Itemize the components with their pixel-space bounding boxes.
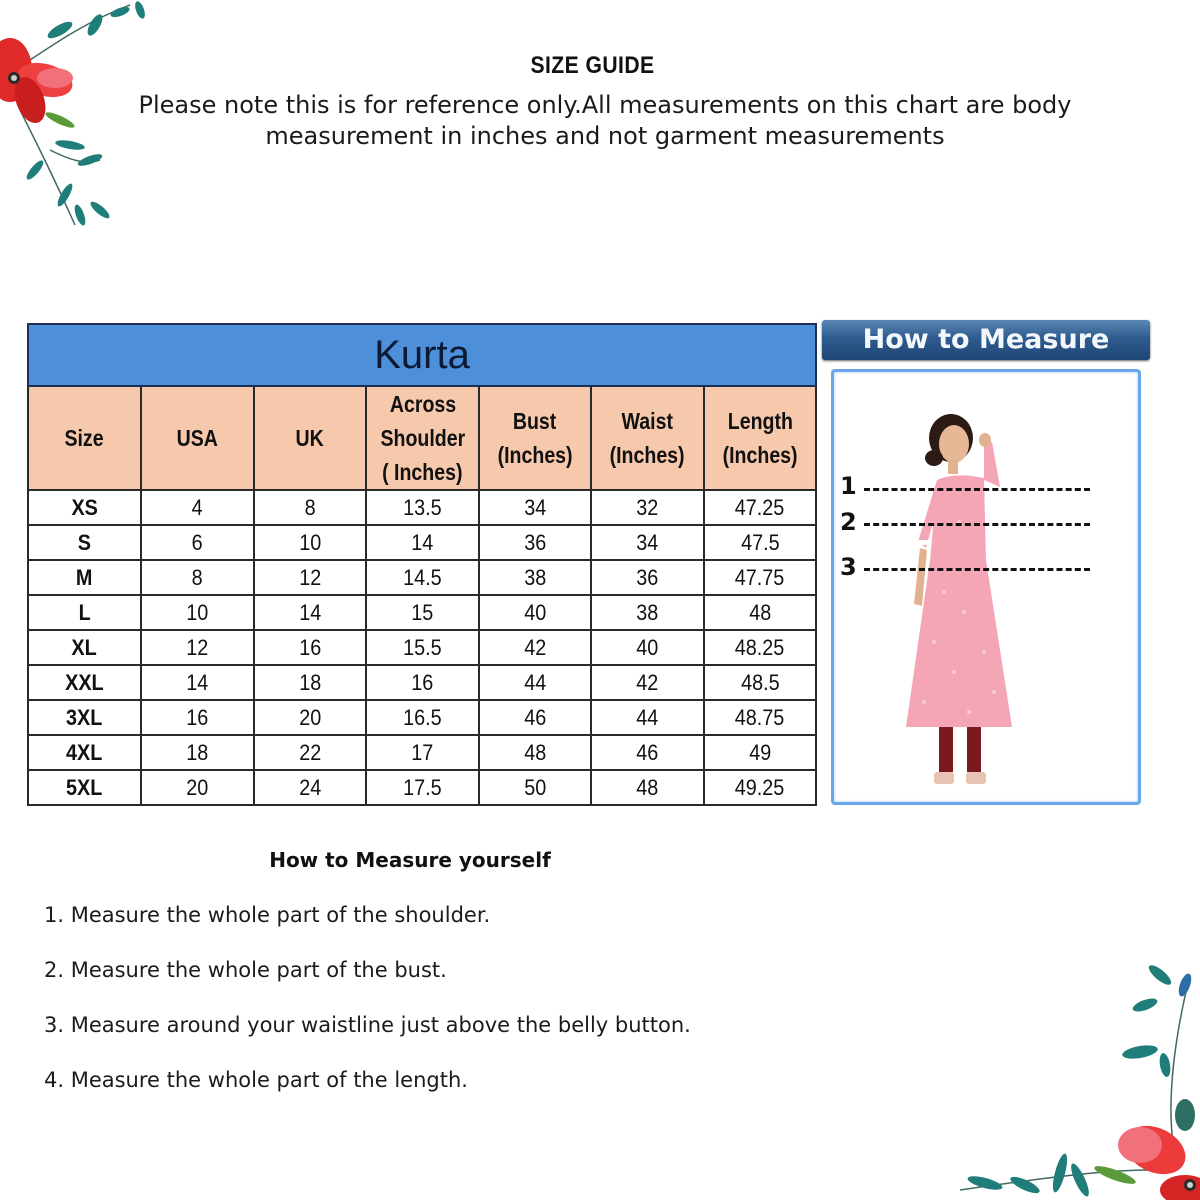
cell-size: XXL [28,665,141,700]
table-row [28,735,816,770]
cell-usa: 4 [141,490,254,525]
cell-bust: 48 [479,735,591,770]
cell-usa: 18 [141,735,254,770]
cell-usa: 6 [141,525,254,560]
cell-size: 5XL [28,770,141,805]
cell-uk: 16 [254,630,366,665]
cell-size: S [28,525,141,560]
table-caption: Kurta [28,324,816,386]
disclaimer-line-2: measurement in inches and not garment measurements [265,122,945,150]
cell-size: 4XL [28,735,141,770]
cell-length: 48.25 [704,630,816,665]
cell-waist: 42 [591,665,704,700]
table-row [28,770,816,805]
cell-length: 47.5 [704,525,816,560]
cell-shoulder: 17 [366,735,479,770]
cell-waist: 46 [591,735,704,770]
cell-uk: 20 [254,700,366,735]
cell-usa: 16 [141,700,254,735]
cell-usa: 8 [141,560,254,595]
column-header-usa: USA [141,386,254,490]
floral-corner-bottom-right-icon [950,955,1200,1200]
cell-length: 49.25 [704,770,816,805]
cell-waist: 38 [591,595,704,630]
cell-shoulder: 16.5 [366,700,479,735]
cell-length: 47.75 [704,560,816,595]
page-title: SIZE GUIDE [530,52,655,79]
cell-size: L [28,595,141,630]
instructions-title: How to Measure yourself [269,848,551,872]
table-row [28,525,816,560]
cell-waist: 34 [591,525,704,560]
cell-bust: 34 [479,490,591,525]
cell-length: 47.25 [704,490,816,525]
cell-bust: 40 [479,595,591,630]
cell-bust: 44 [479,665,591,700]
marker-2-dashed-line [864,523,1090,526]
table-row [28,595,816,630]
cell-bust: 46 [479,700,591,735]
column-header-bust: Bust (Inches) [479,386,591,490]
marker-1-label: 1 [840,472,857,500]
cell-waist: 32 [591,490,704,525]
cell-uk: 14 [254,595,366,630]
disclaimer-note [60,90,1150,152]
cell-waist: 48 [591,770,704,805]
table-row [28,490,816,525]
table-header-row [28,386,816,490]
cell-waist: 40 [591,630,704,665]
disclaimer-line-1: Please note this is for reference only.All measurements on this chart are body [138,91,1072,119]
cell-uk: 22 [254,735,366,770]
marker-3-label: 3 [840,553,857,581]
table-row [28,560,816,595]
column-header-across-shoulder: Across Shoulder ( Inches) [366,386,479,490]
cell-uk: 12 [254,560,366,595]
cell-bust: 36 [479,525,591,560]
table-row [28,630,816,665]
cell-size: M [28,560,141,595]
table-row [28,665,816,700]
cell-shoulder: 16 [366,665,479,700]
cell-usa: 14 [141,665,254,700]
cell-waist: 44 [591,700,704,735]
cell-shoulder: 17.5 [366,770,479,805]
marker-2-label: 2 [840,508,857,536]
cell-size: XL [28,630,141,665]
cell-shoulder: 15.5 [366,630,479,665]
column-header-uk: UK [254,386,366,490]
cell-shoulder: 13.5 [366,490,479,525]
cell-length: 48 [704,595,816,630]
how-to-measure-banner: How to Measure [822,320,1150,360]
cell-shoulder: 14.5 [366,560,479,595]
cell-waist: 36 [591,560,704,595]
marker-1-dashed-line [864,488,1090,491]
cell-shoulder: 15 [366,595,479,630]
marker-3-dashed-line [864,568,1090,571]
instruction-item-4: 4. Measure the whole part of the length. [44,1068,468,1092]
cell-usa: 12 [141,630,254,665]
instruction-item-2: 2. Measure the whole part of the bust. [44,958,447,982]
cell-uk: 8 [254,490,366,525]
instruction-item-3: 3. Measure around your waistline just above the belly button. [44,1013,691,1037]
cell-size: 3XL [28,700,141,735]
size-chart-table [27,323,817,806]
column-header-waist: Waist (Inches) [591,386,704,490]
cell-usa: 20 [141,770,254,805]
cell-usa: 10 [141,595,254,630]
cell-length: 48.75 [704,700,816,735]
cell-shoulder: 14 [366,525,479,560]
cell-uk: 24 [254,770,366,805]
cell-bust: 42 [479,630,591,665]
cell-bust: 38 [479,560,591,595]
cell-length: 48.5 [704,665,816,700]
column-header-size: Size [28,386,141,490]
table-row [28,700,816,735]
cell-bust: 50 [479,770,591,805]
instruction-item-1: 1. Measure the whole part of the shoulder. [44,903,491,927]
cell-uk: 10 [254,525,366,560]
model-in-kurta-icon [834,372,1138,802]
cell-length: 49 [704,735,816,770]
cell-size: XS [28,490,141,525]
how-to-measure-figure [831,369,1141,805]
column-header-length: Length (Inches) [704,386,816,490]
cell-uk: 18 [254,665,366,700]
